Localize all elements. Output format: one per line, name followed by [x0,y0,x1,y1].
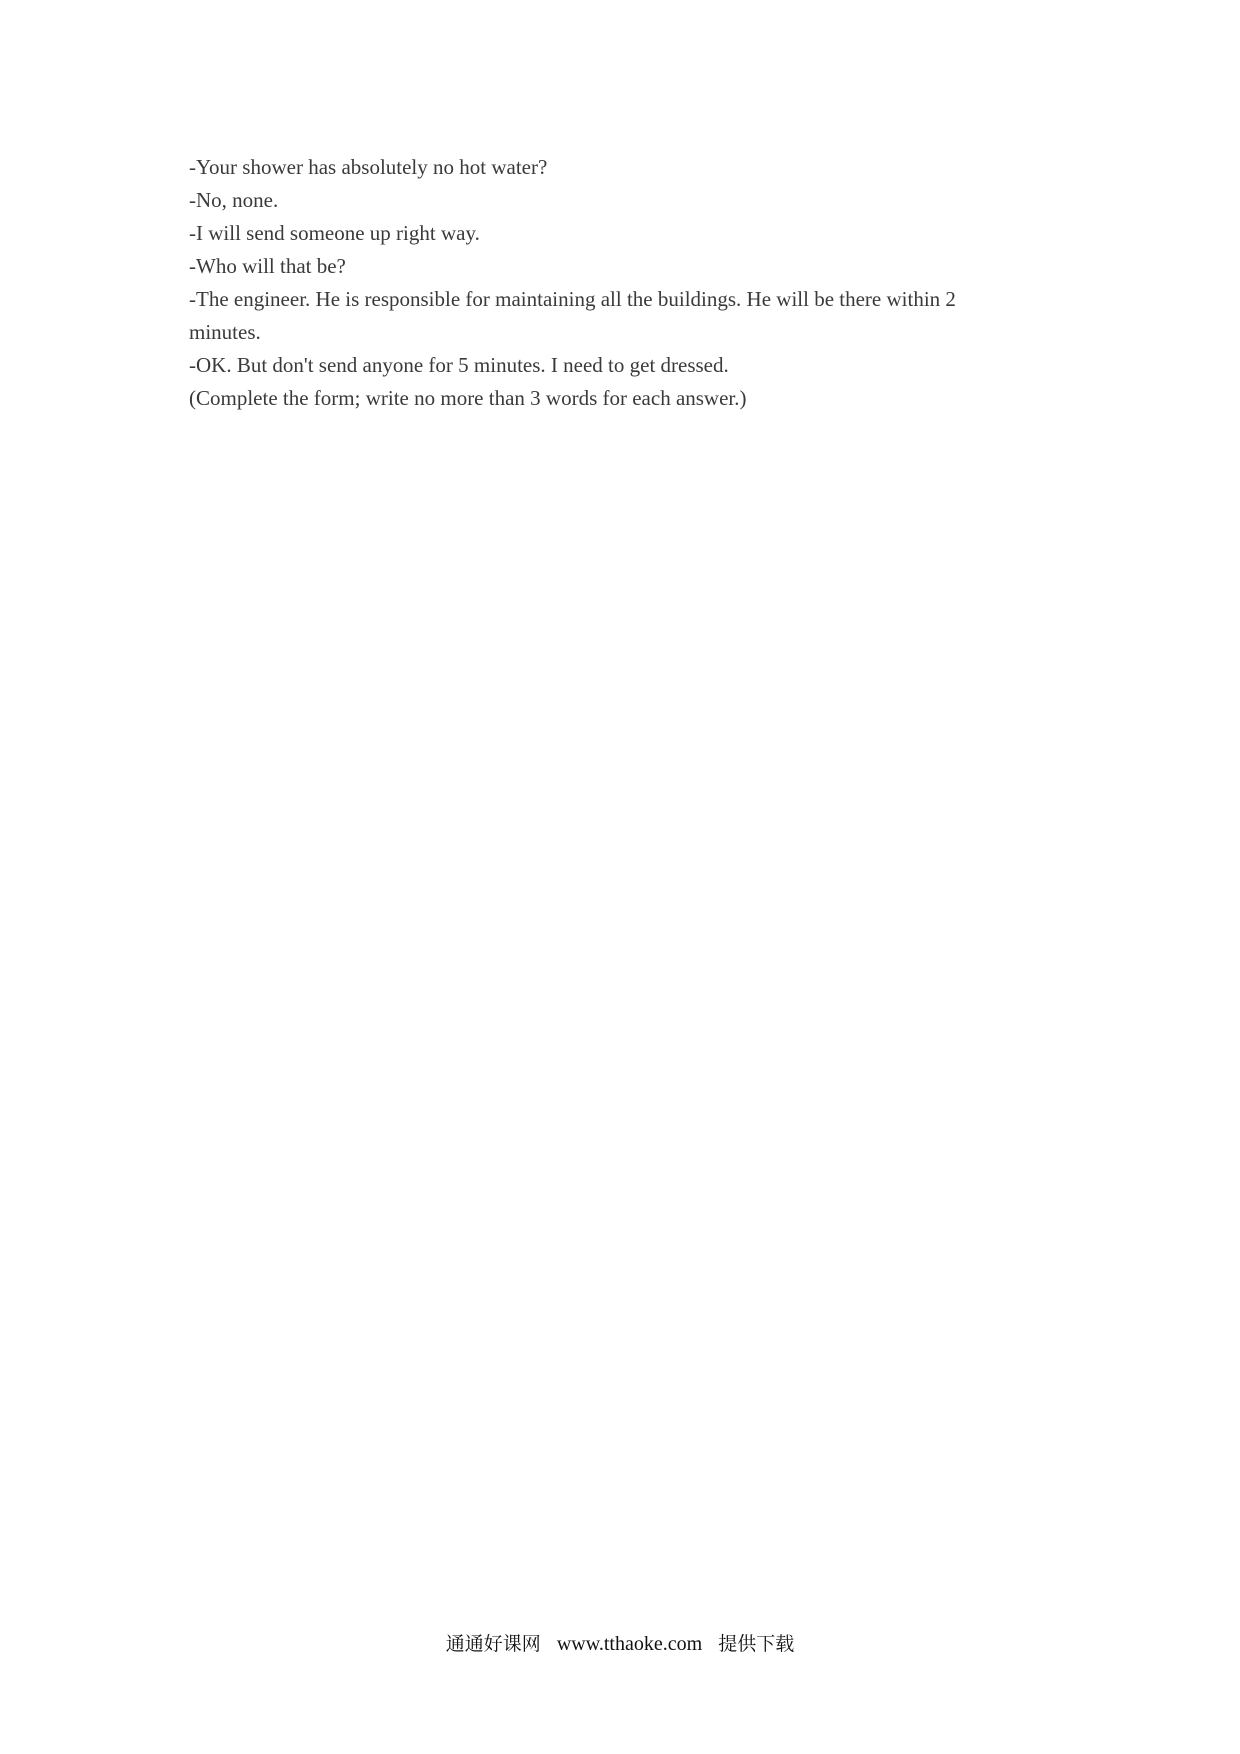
footer-suffix: 提供下载 [718,1633,795,1655]
instruction-line: (Complete the form; write no more than 3 words for each answer.) [189,386,747,410]
dialogue-text [189,151,1009,415]
footer-url: www.tthaoke.com [556,1633,703,1655]
page-footer [0,1632,1240,1656]
footer-site-name: 通通好课网 [445,1633,541,1655]
dialogue-line-4: -Who will that be? [189,254,346,278]
dialogue-line-6: -OK. But don't send anyone for 5 minutes. I need to get dressed. [189,353,729,377]
dialogue-line-1: -Your shower has absolutely no hot water? [189,155,548,179]
dialogue-line-2: -No, none. [189,188,279,212]
dialogue-line-5: -The engineer. He is responsible for maintaining all the buildings. He will be there within 2 minutes. [189,287,956,344]
dialogue-line-3: -I will send someone up right way. [189,221,480,245]
